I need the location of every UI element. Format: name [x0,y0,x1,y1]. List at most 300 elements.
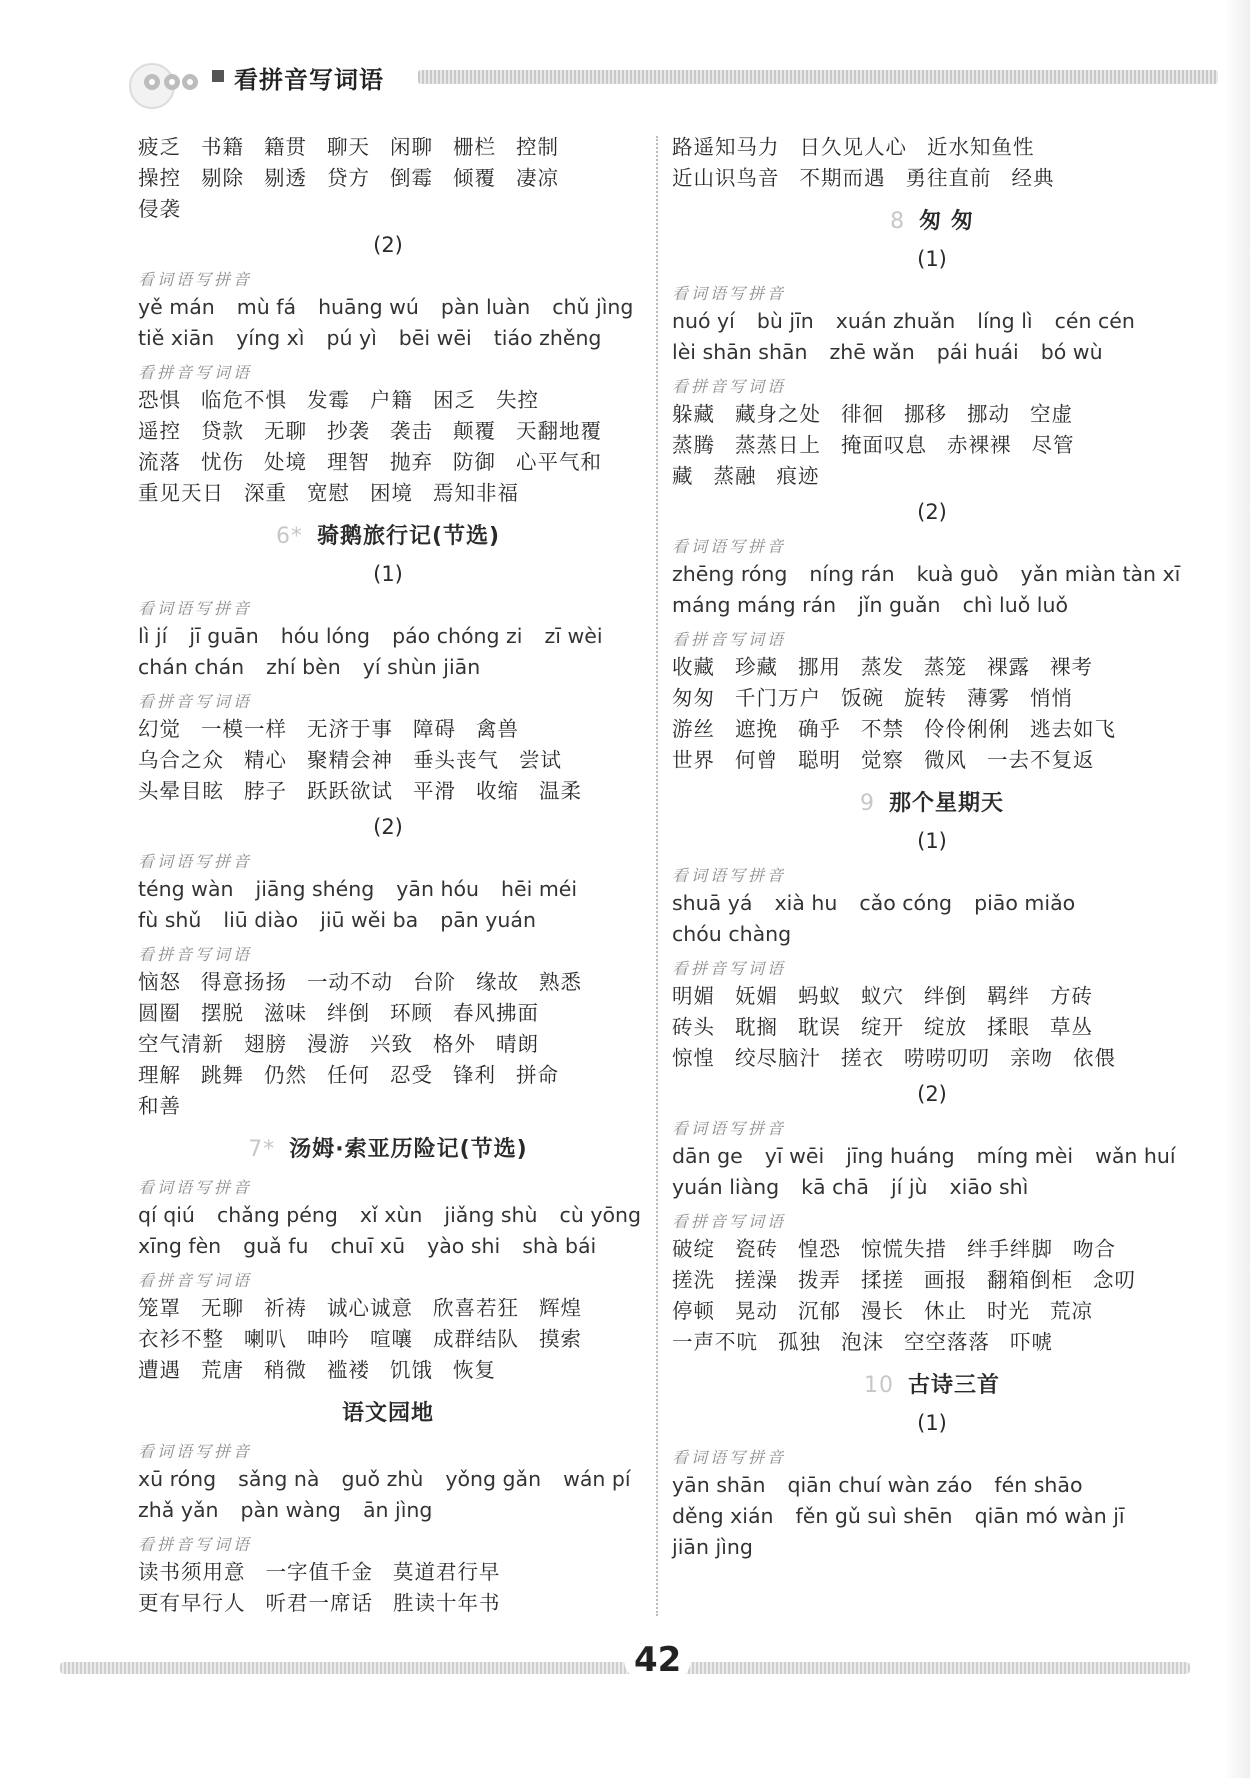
chinese-word: 不禁 [861,717,904,741]
pinyin-word: shà bái [522,1234,597,1258]
word-row [672,714,1192,745]
pinyin-word: piāo miǎo [974,891,1076,915]
chinese-word: 饭碗 [841,686,884,710]
chinese-word: 绽放 [924,1015,967,1039]
chinese-word: 一动不动 [307,970,393,994]
chinese-word: 近水知鱼性 [927,135,1035,159]
chinese-word: 旋转 [904,686,947,710]
lesson-name: 古诗三首 [907,1373,1000,1398]
pinyin-row [672,888,1192,919]
chinese-word: 世界 [672,748,715,772]
chinese-word: 读书须用意 [138,1560,246,1584]
chinese-word: 书籍 [201,135,244,159]
chinese-word: 路遥知马力 [672,135,780,159]
chinese-word: 亲吻 [1010,1046,1053,1070]
chinese-word: 绊倒 [924,984,967,1008]
chinese-word: 喧嚷 [370,1327,413,1351]
exercise-type-label: 看拼音写词语 [138,1271,253,1290]
pinyin-word: hēi méi [501,877,578,901]
pinyin-row [672,306,1192,337]
header-stripe [418,70,1218,84]
chinese-word: 欣喜若狂 [433,1296,519,1320]
chinese-word: 聊天 [327,135,370,159]
pinyin-word: pái huái [936,340,1019,364]
chinese-word: 凄凉 [516,166,559,190]
lesson-title [672,204,1192,235]
chinese-word: 挪用 [798,655,841,679]
chinese-word: 袭击 [390,419,433,443]
chinese-word: 晃动 [735,1299,778,1323]
chinese-word: 心平气和 [516,450,602,474]
pinyin-row [138,1200,642,1231]
chinese-word: 裸考 [1050,655,1093,679]
exercise-type-label: 看词语写拼音 [672,284,787,303]
chinese-word: 缘故 [476,970,519,994]
word-row [138,385,638,416]
part-label: (2) [917,1082,947,1106]
pinyin-word: děng xián [672,1504,774,1528]
pinyin-word: fù shǔ [138,908,202,932]
chinese-word: 遮挽 [735,717,778,741]
chinese-word: 方砖 [1050,984,1093,1008]
chinese-word: 确乎 [798,717,841,741]
chinese-word: 裸露 [987,655,1030,679]
exercise-type-label: 看拼音写词语 [672,630,787,649]
word-row [672,1043,1192,1074]
word-row [672,399,1192,430]
chinese-word: 恢复 [453,1358,496,1382]
word-row [138,478,638,509]
pinyin-word: xū róng [138,1467,217,1491]
word-row [138,1293,638,1324]
exercise-type-label: 看词语写拼音 [138,599,253,618]
chinese-word: 瓷砖 [735,1237,778,1261]
chinese-word: 操控 [138,166,181,190]
chinese-word: 泡沫 [841,1330,884,1354]
pinyin-word: zhí bèn [266,655,341,679]
pinyin-word: xīng fèn [138,1234,222,1258]
exercise-type-label: 看词语写拼音 [672,1119,787,1138]
chinese-word: 困境 [370,481,413,505]
chinese-word: 不期而遇 [799,166,886,190]
page-header [128,48,1228,104]
chinese-word: 无聊 [264,419,307,443]
chinese-word: 褴褛 [327,1358,370,1382]
pinyin-row [672,1532,1192,1563]
pinyin-word: chì luǒ luǒ [962,593,1069,617]
chinese-word: 挪动 [967,402,1010,426]
chinese-word: 空空落落 [904,1330,990,1354]
chinese-word: 珍藏 [735,655,778,679]
pinyin-word: fěn gǔ suì shēn [795,1504,953,1528]
pinyin-word: jí jù [890,1175,928,1199]
chinese-word: 惊惶 [672,1046,715,1070]
chinese-word: 唠唠叨叨 [904,1046,990,1070]
pinyin-word: pàn luàn [440,295,531,319]
chinese-word: 惊慌失措 [861,1237,947,1261]
chinese-word: 绊倒 [327,1001,370,1025]
pinyin-row [138,874,638,905]
word-row [138,163,638,194]
pinyin-word: zhēng róng [672,562,788,586]
pinyin-word: xià hu [774,891,838,915]
chinese-word: 沉郁 [798,1299,841,1323]
chinese-word: 摸索 [539,1327,582,1351]
chinese-word: 饥饿 [390,1358,433,1382]
pinyin-row [672,590,1192,621]
pinyin-word: guǒ zhù [341,1467,424,1491]
right-column [672,132,1192,1563]
chinese-word: 春风拂面 [453,1001,539,1025]
word-row [138,967,638,998]
chinese-word: 绊手绊脚 [967,1237,1053,1261]
chinese-word: 剔除 [201,166,244,190]
lesson-number: 6* [275,524,303,549]
part-label: (1) [917,829,947,853]
chinese-word: 薄雾 [967,686,1010,710]
chinese-word: 晴朗 [496,1032,539,1056]
word-row [672,461,1192,492]
chinese-word: 明媚 [672,984,715,1008]
chinese-word: 一模一样 [201,717,287,741]
chinese-word: 恐惧 [138,388,181,412]
lesson-title [672,1368,1192,1399]
chinese-word: 经典 [1011,166,1055,190]
pinyin-word: cù yōng [559,1203,642,1227]
lesson-title [138,1132,638,1163]
chinese-word: 休止 [924,1299,967,1323]
word-row [138,1324,638,1355]
pinyin-word: mù fá [236,295,297,319]
pinyin-word: pān yuán [440,908,536,932]
exercise-type-label: 看词语写拼音 [672,537,787,556]
lesson-number: 10 [863,1373,894,1398]
lesson-number: 9 [859,791,875,816]
chinese-word: 闲聊 [390,135,433,159]
part-label: (2) [917,500,947,524]
pinyin-word: dān ge [672,1144,743,1168]
exercise-type-label: 看拼音写词语 [138,945,253,964]
chinese-word: 痕迹 [776,464,820,488]
chinese-word: 时光 [987,1299,1030,1323]
chinese-word: 砖头 [672,1015,715,1039]
pinyin-word: qí qiú [138,1203,195,1227]
chinese-word: 贷方 [327,166,370,190]
chinese-word: 一声不吭 [672,1330,758,1354]
chinese-word: 吓唬 [1010,1330,1053,1354]
chinese-word: 惶恐 [798,1237,841,1261]
word-row [672,1012,1192,1043]
word-row [138,1060,638,1091]
chinese-word: 侵袭 [138,197,181,221]
chinese-word: 祈祷 [264,1296,307,1320]
chinese-word: 尝试 [519,748,562,772]
chinese-word: 揉搓 [861,1268,904,1292]
pinyin-word: zī wèi [544,624,603,648]
pinyin-word: chǎng péng [216,1203,338,1227]
lesson-title [138,519,638,550]
chinese-word: 搓衣 [841,1046,884,1070]
exercise-type-label: 看词语写拼音 [138,270,253,289]
pinyin-row [672,1501,1192,1532]
chinese-word: 耽误 [798,1015,841,1039]
chinese-word: 漫长 [861,1299,904,1323]
pinyin-word: bēi wēi [398,326,472,350]
pinyin-row [672,337,1192,368]
exercise-type-label: 看词语写拼音 [138,1178,253,1197]
chinese-word: 深重 [244,481,287,505]
exercise-type-label: 看拼音写词语 [672,959,787,978]
chinese-word: 乌合之众 [138,748,224,772]
chinese-word: 觉察 [861,748,904,772]
chinese-word: 流落 [138,450,181,474]
pinyin-word: bù jīn [756,309,814,333]
word-row [138,998,638,1029]
word-row [138,1355,638,1386]
chinese-word: 念叨 [1093,1268,1136,1292]
chinese-word: 和善 [138,1094,181,1118]
chinese-word: 环顾 [390,1001,433,1025]
chinese-word: 掩面叹息 [841,433,927,457]
chinese-word: 理智 [327,450,370,474]
chinese-word: 搓洗 [672,1268,715,1292]
chinese-word: 挪移 [904,402,947,426]
exercise-type-label: 看拼音写词语 [672,1212,787,1231]
chinese-word: 一字值千金 [265,1560,373,1584]
word-row [672,745,1192,776]
chinese-word: 破绽 [672,1237,715,1261]
chinese-word: 近山识鸟音 [672,166,780,190]
chinese-word: 倒霉 [390,166,433,190]
chinese-word: 户籍 [370,388,413,412]
pinyin-word: téng wàn [138,877,234,901]
chinese-word: 障碍 [413,717,456,741]
chinese-word: 防御 [453,450,496,474]
chinese-word: 平滑 [413,779,456,803]
exercise-type-label: 看拼音写词语 [138,363,253,382]
pinyin-word: yuán liàng [672,1175,780,1199]
left-column [138,132,642,1619]
chinese-word: 荒凉 [1050,1299,1093,1323]
chinese-word: 更有早行人 [138,1591,246,1615]
chinese-word: 蒸发 [861,655,904,679]
word-row [672,1265,1192,1296]
chinese-word: 莫道君行早 [393,1560,501,1584]
word-row [138,1588,638,1619]
pinyin-word: lèi shān shān [672,340,808,364]
chinese-word: 空虚 [1030,402,1073,426]
chinese-word: 妩媚 [735,984,778,1008]
word-row [138,1029,638,1060]
chinese-word: 翻箱倒柜 [987,1268,1073,1292]
chinese-word: 绞尽脑汁 [735,1046,821,1070]
pinyin-word: xiāo shì [949,1175,1029,1199]
pinyin-word: yǒng gǎn [445,1467,542,1491]
chinese-word: 辉煌 [539,1296,582,1320]
chinese-word: 蚁穴 [861,984,904,1008]
chinese-word: 忧伤 [201,450,244,474]
header-square-icon [212,70,224,82]
part-label: (2) [373,815,403,839]
pinyin-word: jīng huáng [846,1144,955,1168]
pinyin-word: yān shān [672,1473,766,1497]
chinese-word: 翅膀 [244,1032,287,1056]
chinese-word: 停顿 [672,1299,715,1323]
exercise-type-label: 看词语写拼音 [138,1442,253,1461]
part-label: (1) [917,1411,947,1435]
chinese-word: 收缩 [476,779,519,803]
chinese-word: 游丝 [672,717,715,741]
word-row [138,132,638,163]
chinese-word: 恼怒 [138,970,181,994]
pinyin-word: kā chā [801,1175,869,1199]
chinese-word: 籍贯 [264,135,307,159]
pinyin-word: yě mán [138,295,215,319]
chinese-word: 聪明 [798,748,841,772]
lesson-title [672,786,1192,817]
pinyin-row [672,559,1192,590]
pinyin-word: jiū wěi ba [320,908,419,932]
chinese-word: 圆圈 [138,1001,181,1025]
chinese-word: 格外 [433,1032,476,1056]
word-row [138,447,638,478]
exercise-type-label: 看词语写拼音 [672,1448,787,1467]
pinyin-word: yào shi [427,1234,501,1258]
chinese-word: 尽管 [1031,433,1075,457]
chinese-word: 锋利 [453,1063,496,1087]
chinese-word: 听君一席话 [265,1591,373,1615]
chinese-word: 漫游 [307,1032,350,1056]
chinese-word: 摆脱 [201,1001,244,1025]
chinese-word: 羁绊 [987,984,1030,1008]
pinyin-word: sǎng nà [238,1467,320,1491]
part-label: (2) [373,233,403,257]
pinyin-row [672,1470,1192,1501]
chinese-word: 何曾 [735,748,778,772]
chinese-word: 赤裸裸 [947,433,1012,457]
pinyin-row [138,1464,638,1495]
exercise-type-label: 看词语写拼音 [138,852,253,871]
chinese-word: 揉眼 [987,1015,1030,1039]
chinese-word: 蒸笼 [924,655,967,679]
column-divider [656,136,658,1616]
word-row [138,776,638,807]
chinese-word: 精心 [244,748,287,772]
pinyin-word: wǎn huí [1095,1144,1176,1168]
exercise-type-label: 看拼音写词语 [672,377,787,396]
chinese-word: 衣衫不整 [138,1327,224,1351]
word-row [672,1327,1192,1358]
lesson-number: 8 [890,209,906,234]
pinyin-row [138,323,638,354]
pinyin-word: xuán zhuǎn [835,309,956,333]
chinese-word: 画报 [924,1268,967,1292]
pinyin-word: yān hóu [396,877,480,901]
pinyin-word: míng mèi [976,1144,1074,1168]
word-row [672,683,1192,714]
chinese-word: 台阶 [413,970,456,994]
chinese-word: 绽开 [861,1015,904,1039]
lesson-name: 语文园地 [341,1401,434,1426]
chinese-word: 蒸腾 [672,433,715,457]
chinese-word: 禽兽 [476,717,519,741]
chinese-word: 蚂蚁 [798,984,841,1008]
chinese-word: 笼罩 [138,1296,181,1320]
pinyin-row [672,1172,1192,1203]
chinese-word: 颠覆 [453,419,496,443]
chinese-word: 幻觉 [138,717,181,741]
pinyin-word: jiǎng shù [444,1203,538,1227]
lesson-name: 骑鹅旅行记(节选) [316,524,501,549]
pinyin-word: tiáo zhěng [493,326,602,350]
chinese-word: 滋味 [264,1001,307,1025]
chinese-word: 伶伶俐俐 [924,717,1010,741]
pinyin-word: chán chán [138,655,245,679]
chinese-word: 焉知非福 [433,481,519,505]
chinese-word: 无济于事 [307,717,393,741]
chinese-word: 临危不惧 [201,388,287,412]
chinese-word: 贷款 [201,419,244,443]
pinyin-word: jǐn guǎn [858,593,941,617]
pinyin-word: lì jí [138,624,168,648]
pinyin-word: qiān mó wàn jī [974,1504,1125,1528]
exercise-type-label: 看拼音写词语 [138,1535,253,1554]
pinyin-word: ān jìng [362,1498,433,1522]
pinyin-word: cǎo cóng [859,891,953,915]
pinyin-word: jiān jìng [672,1535,753,1559]
chinese-word: 理解 [138,1063,181,1087]
chinese-word: 呻吟 [307,1327,350,1351]
cartoon-logo-icon [128,56,214,110]
chinese-word: 耽搁 [735,1015,778,1039]
pinyin-word: nuó yí [672,309,735,333]
pinyin-word: huāng wú [318,295,419,319]
pinyin-word: tiě xiān [138,326,215,350]
chinese-word: 拨弄 [798,1268,841,1292]
chinese-word: 跳舞 [201,1063,244,1087]
exercise-type-label: 看拼音写词语 [138,692,253,711]
word-row [672,132,1192,163]
chinese-word: 失控 [496,388,539,412]
pinyin-word: hóu lóng [280,624,371,648]
chinese-word: 困乏 [433,388,476,412]
chinese-word: 日久见人心 [799,135,907,159]
pinyin-word: bó wù [1040,340,1103,364]
pinyin-word: chǔ jìng [552,295,634,319]
word-row [138,745,638,776]
lesson-name: 那个星期天 [888,791,1004,816]
page-edge [1224,0,1250,1778]
chinese-word: 空气清新 [138,1032,224,1056]
chinese-word: 处境 [264,450,307,474]
word-row [672,1234,1192,1265]
pinyin-word: pú yì [326,326,377,350]
word-row [672,1296,1192,1327]
word-row [672,652,1192,683]
chinese-word: 兴致 [370,1032,413,1056]
chinese-word: 胜读十年书 [393,1591,501,1615]
chinese-word: 脖子 [244,779,287,803]
chinese-word: 躲藏 [672,402,715,426]
chinese-word: 重见天日 [138,481,224,505]
header-title: 看拼音写词语 [234,66,384,94]
chinese-word: 成群结队 [433,1327,519,1351]
chinese-word: 无聊 [201,1296,244,1320]
chinese-word: 跃跃欲试 [307,779,393,803]
chinese-word: 依偎 [1073,1046,1116,1070]
lesson-name: 匆 匆 [919,209,974,234]
pinyin-word: zhǎ yǎn [138,1498,219,1522]
